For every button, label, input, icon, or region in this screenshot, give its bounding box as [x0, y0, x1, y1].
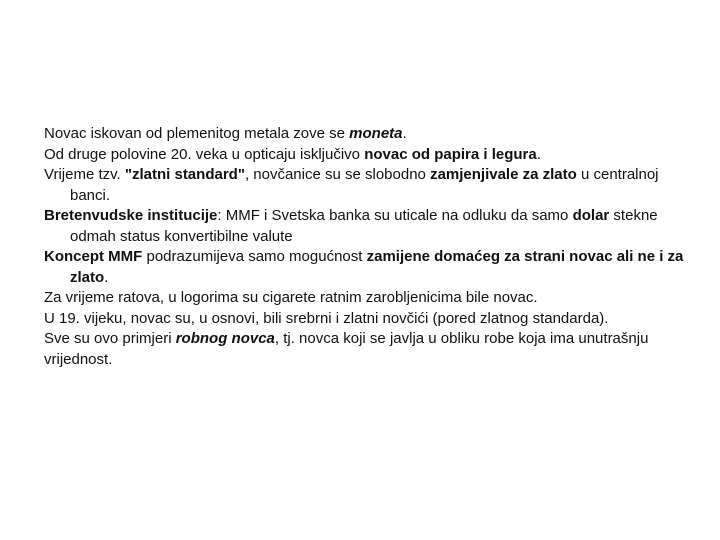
text-run-bold-italic: robnog novca — [175, 330, 275, 347]
text-run: . — [536, 145, 541, 163]
text-run-bold: "zlatni standard" — [124, 166, 245, 183]
text-run-bold: zamijene domaćeg za strani novac ali ne i za zlato — [70, 248, 684, 286]
paragraph-19th-century — [44, 309, 684, 330]
text-run: , novčanice su se slobodno — [244, 166, 431, 183]
paragraph-imf-concept — [44, 247, 684, 288]
text-run: Za vrijeme ratova, u logorima su cigarete ratnim zarobljenicima bile novac. — [44, 289, 538, 306]
text-run-bold: Koncept MMF — [44, 248, 143, 265]
paragraph-gold-standard — [44, 165, 684, 206]
text-run: U 19. vijeku, novac su, u osnovi, bili srebrni i zlatni novčići (pored zlatnog standarda). — [44, 309, 609, 327]
paragraph-moneta — [44, 124, 684, 145]
text-run: , tj. novca koji se javlja u obliku robe koja ima unutrašnju vrijednost. — [44, 330, 649, 368]
paragraph-war-cigarettes — [44, 288, 684, 309]
text-run-bold: novac od papira i legura — [364, 145, 537, 163]
text-run: Novac iskovan od plemenitog metala zove se — [44, 125, 350, 142]
text-run-bold: dolar — [572, 207, 610, 224]
text-run-bold-italic: moneta — [349, 125, 403, 142]
paragraph-bretton-woods — [44, 206, 684, 247]
text-run: stekne odmah status konvertibilne valute — [70, 207, 658, 245]
text-run: . — [402, 125, 407, 142]
text-run-bold: Bretenvudske institucije — [44, 207, 218, 224]
text-run: u centralnoj banci. — [70, 166, 659, 204]
text-run: : MMF i Svetska banka su uticale na odluku da samo — [217, 207, 573, 224]
text-run: podrazumijeva samo mogućnost — [142, 248, 367, 265]
text-run: Od druge polovine 20. veka u opticaju isključivo — [44, 145, 365, 163]
text-run: Sve su ovo primjeri — [44, 330, 176, 347]
text-run: . — [104, 268, 109, 286]
paragraph-paper-money — [44, 145, 684, 166]
paragraph-commodity-money — [44, 329, 684, 370]
text-run: Vrijeme tzv. — [44, 166, 125, 183]
slide-body-text — [44, 124, 684, 370]
text-run-bold: zamjenjivale za zlato — [430, 166, 577, 183]
